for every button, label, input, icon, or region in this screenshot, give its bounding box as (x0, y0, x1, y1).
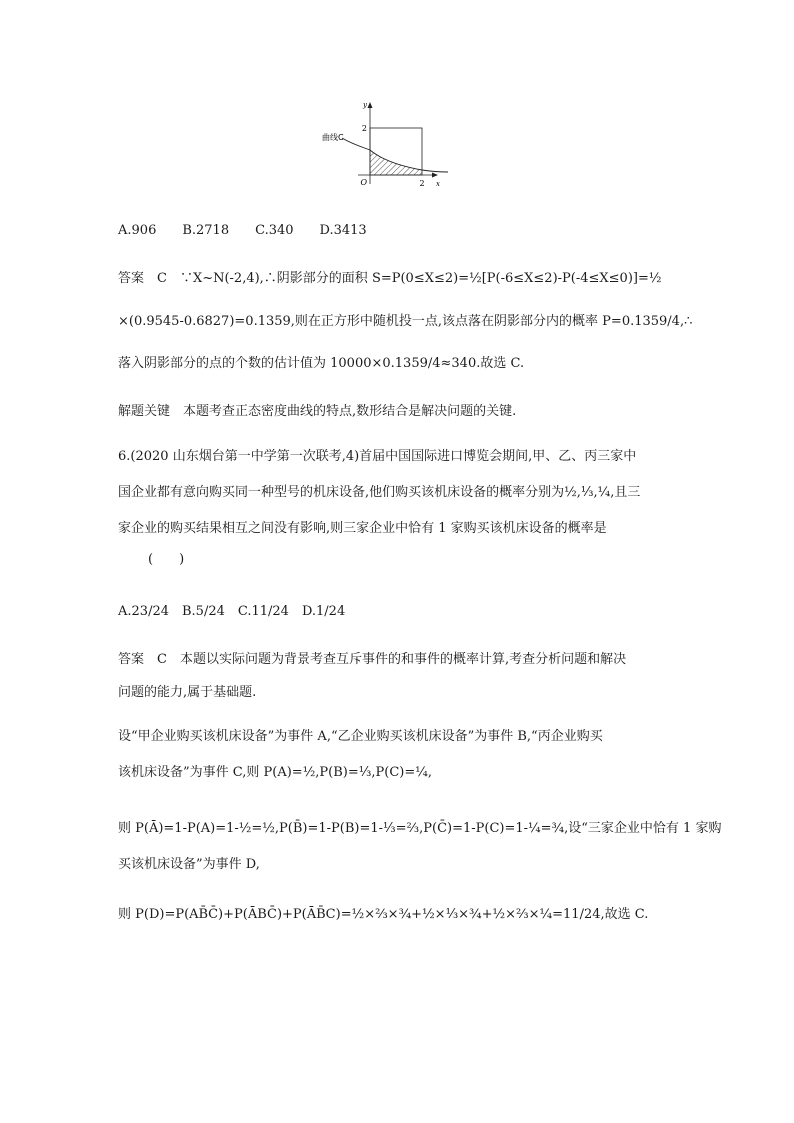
q6-answer-line1: 答案 C 本题以实际问题为背景考查互斥事件的和事件的概率计算,考查分析问题和解决 (118, 652, 627, 667)
q5-key-point: 解题关键 本题考查正态密度曲线的特点,数形结合是解决问题的关键. (118, 404, 517, 419)
q6-solution-line5: 则 P(D)=P(AB̄C̄)+P(ĀBC̄)+P(ĀB̄C)=½×⅔×¾+½×⅓×¾+½×⅔×¼=11/24,故选 C. (118, 907, 649, 922)
q6-stem-line1: 6.(2020 山东烟台第一中学第一次联考,4)首届中国国际进口博览会期间,甲、乙、丙三家中 (118, 449, 637, 464)
q6-stem-line2: 国企业都有意向购买同一种型号的机床设备,他们购买该机床设备的概率分别为½,⅓,¼,且三 (118, 485, 641, 500)
x-axis-arrow-icon (432, 173, 438, 178)
q6-options: A.23/24 B.5/24 C.11/24 D.1/24 (118, 604, 346, 619)
q5-answer-line1: 答案 C ∵X~N(-2,4),∴阴影部分的面积 S=P(0≤X≤2)=½[P(-6≤X≤2)-P(-4≤X≤0)]=½ (118, 271, 662, 286)
q6-solution-line2: 该机床设备”为事件 C,则 P(A)=½,P(B)=⅓,P(C)=¼, (118, 765, 432, 780)
normal-curve-figure (322, 100, 450, 195)
q6-answer-line2: 问题的能力,属于基础题. (118, 685, 257, 700)
curve-label: 曲线C (322, 133, 344, 142)
q6-solution-line4: 买该机床设备”为事件 D, (118, 857, 260, 872)
q5-answer-line2: ×(0.9545-0.6827)=0.1359,则在正方形中随机投一点,该点落在阴影部分内的概率 P=0.1359/4,∴ (118, 314, 693, 329)
q6-stem-line3: 家企业的购买结果相互之间没有影响,则三家企业中恰有 1 家购买该机床设备的概率是 (118, 521, 607, 536)
q6-answer-blank: ( ) (148, 552, 185, 567)
y-axis-label: y (363, 101, 367, 109)
q6-solution-line1: 设“甲企业购买该机床设备”为事件 A,“乙企业购买该机床设备”为事件 B,“丙企业购买 (118, 729, 603, 744)
q6-solution-line3: 则 P(Ā)=1-P(A)=1-½=½,P(B̄)=1-P(B)=1-⅓=⅔,P(C̄)=1-P(C)=1-¼=¾,设“三家企业中恰有 1 家购 (118, 821, 722, 836)
shaded-region (370, 150, 422, 175)
q5-options: A.906 B.2718 C.340 D.3413 (118, 223, 367, 238)
q5-answer-line3: 落入阴影部分的点的个数的估计值为 10000×0.1359/4≈340.故选 C. (118, 356, 525, 371)
origin-label: O (360, 178, 367, 187)
y-tick-label: 2 (361, 124, 367, 133)
x-axis-label: x (436, 180, 440, 188)
y-axis-arrow-icon (368, 102, 373, 108)
x-tick-label: 2 (419, 179, 425, 188)
